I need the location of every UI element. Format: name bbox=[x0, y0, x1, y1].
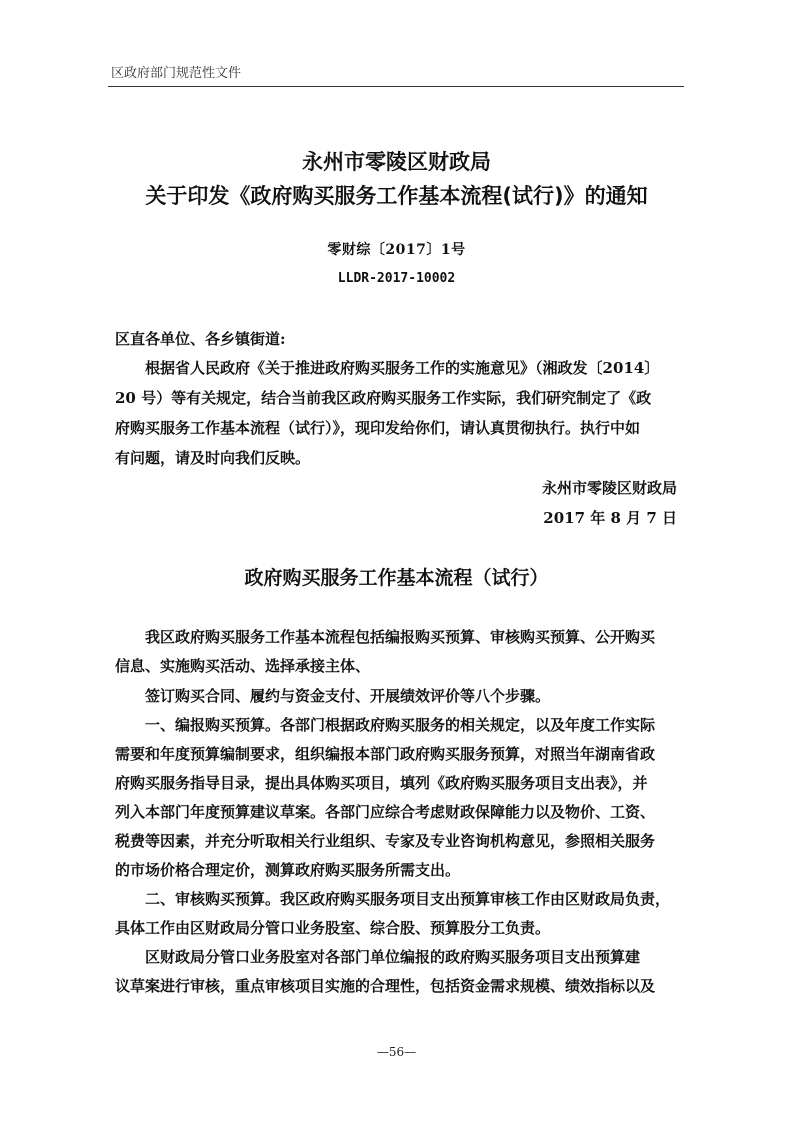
notice-title-line1: 永州市零陵区财政局 bbox=[302, 150, 491, 174]
procedure-line: 的市场价格合理定价，测算政府购买服务所需支出。 bbox=[115, 861, 461, 879]
page-number: —56— bbox=[376, 1045, 417, 1059]
notice-body-line: 20 号）等有关规定，结合当前我区政府购买服务工作实际，我们研究制定了《政 bbox=[115, 389, 652, 407]
procedure-line: 议草案进行审核，重点审核项目实施的合理性，包括资金需求规模、绩效指标以及 bbox=[115, 977, 656, 995]
registration-number: LLDR-2017-10002 bbox=[337, 271, 456, 286]
procedure-line: 区财政局分管口业务股室对各部门单位编报的政府购买服务项目支出预算建 bbox=[145, 948, 641, 966]
notice-body-line: 有问题，请及时向我们反映。 bbox=[115, 449, 311, 467]
procedure-line: 需要和年度预算编制要求，组织编报本部门政府购买服务预算，对照当年湖南省政 bbox=[115, 745, 656, 763]
procedure-line: 签订购买合同、履约与资金支付、开展绩效评价等八个步骤。 bbox=[145, 687, 551, 705]
date: 2017 年 8 月 7 日 bbox=[543, 509, 677, 527]
notice-title-line2: 关于印发《政府购买服务工作基本流程(试行)》的通知 bbox=[145, 184, 648, 208]
procedure-line: 具体工作由区财政局分管口业务股室、综合股、预算股分工负责。 bbox=[115, 919, 551, 937]
header-divider bbox=[108, 86, 684, 87]
notice-body-line: 根据省人民政府《关于推进政府购买服务工作的实施意见》（湘政发〔2014〕 bbox=[145, 359, 660, 377]
procedure-line: 二、审核购买预算。我区政府购买服务项目支出预算审核工作由区财政局负责， bbox=[145, 890, 671, 908]
header-label: 区政府部门规范性文件 bbox=[111, 66, 242, 81]
procedure-line: 我区政府购买服务工作基本流程包括编报购买预算、审核购买预算、公开购买 bbox=[145, 628, 656, 646]
document-number: 零财综〔2017〕1号 bbox=[327, 242, 466, 258]
procedure-line: 一、编报购买预算。各部门根据政府购买服务的相关规定，以及年度工作实际 bbox=[145, 716, 656, 734]
addressee: 区直各单位、各乡镇街道: bbox=[115, 330, 286, 348]
notice-body-line: 府购买服务工作基本流程（试行）》，现印发给你们，请认真贯彻执行。执行中如 bbox=[115, 419, 641, 437]
procedure-title: 政府购买服务工作基本流程（试行） bbox=[244, 567, 549, 589]
signature: 永州市零陵区财政局 bbox=[541, 479, 677, 497]
procedure-line: 税费等因素，并充分听取相关行业组织、专家及专业咨询机构意见，参照相关服务 bbox=[115, 832, 656, 850]
procedure-line: 信息、实施购买活动、选择承接主体、 bbox=[115, 657, 371, 675]
procedure-line: 列入本部门年度预算建议草案。各部门应综合考虑财政保障能力以及物价、工资、 bbox=[115, 803, 656, 821]
procedure-line: 府购买服务指导目录，提出具体购买项目，填列《政府购买服务项目支出表》，并 bbox=[115, 774, 648, 792]
